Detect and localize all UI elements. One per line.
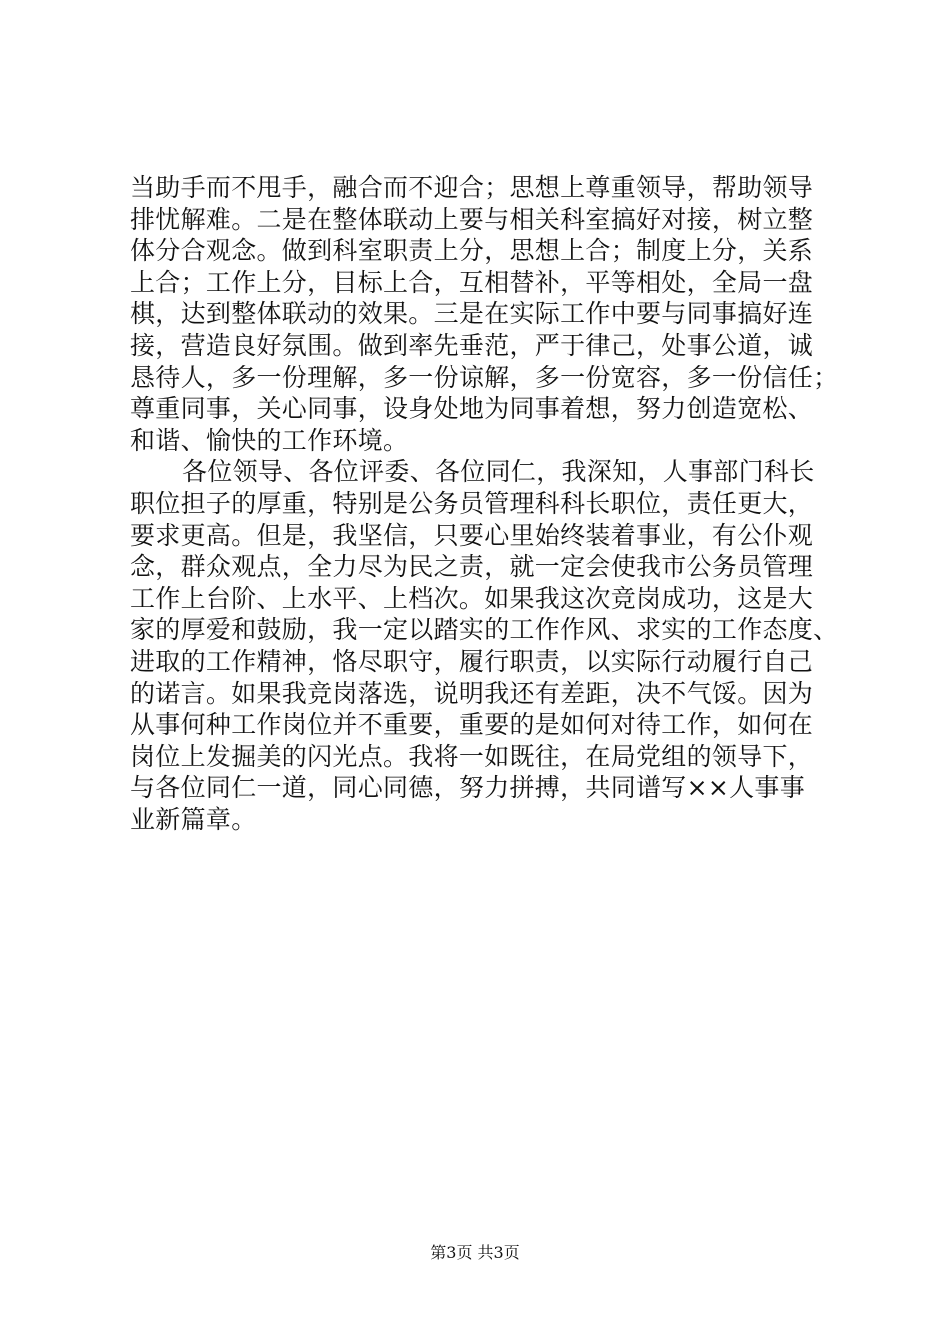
text-line: 接，营造良好氛围。做到率先垂范，严于律己，处事公道，诚 [130,330,814,360]
text-line: 棋，达到整体联动的效果。三是在实际工作中要与同事搞好连 [130,299,814,329]
text-line: 与各位同仁一道，同心同德，努力拼搏，共同谱写××人事事 [130,773,805,803]
text-line: 恳待人，多一份理解，多一份谅解，多一份宽容，多一份信任； [130,362,839,392]
paragraph-2 [130,456,839,835]
text-line: 从事何种工作岗位并不重要，重要的是如何对待工作，如何在 [130,710,814,740]
text-line: 进取的工作精神，恪尽职守，履行职责，以实际行动履行自己 [130,646,814,676]
text-line: 念，群众观点，全力尽为民之责，就一定会使我市公务员管理 [130,552,814,582]
page-number-label: 第3页 共3页 [430,1243,520,1262]
text-line: 尊重同事，关心同事，设身处地为同事着想，努力创造宽松、 [130,394,814,424]
text-line-first-indented: 各位领导、各位评委、各位同仁，我深知，人事部门科长 [182,457,815,487]
text-line: 当助手而不甩手，融合而不迎合；思想上尊重领导，帮助领导 [130,173,814,202]
text-line: 职位担子的厚重，特别是公务员管理科科长职位，责任更大， [130,488,814,518]
paragraph-1 [130,172,839,456]
document-body [130,172,839,835]
text-line: 家的厚爱和鼓励，我一定以踏实的工作作风、求实的工作态度、 [130,615,839,645]
page-footer [0,1243,950,1263]
text-line: 体分合观念。做到科室职责上分，思想上合；制度上分，关系 [130,236,814,266]
text-line: 业新篇章。 [130,804,257,834]
text-line: 的诺言。如果我竞岗落选，说明我还有差距，决不气馁。因为 [130,678,814,708]
text-line: 排忧解难。二是在整体联动上要与相关科室搞好对接，树立整 [130,204,814,234]
text-line: 工作上台阶、上水平、上档次。如果我这次竞岗成功，这是大 [130,583,814,613]
text-line: 要求更高。但是，我坚信，只要心里始终装着事业，有公仆观 [130,520,814,550]
text-line: 和谐、愉快的工作环境。 [130,425,409,455]
text-line: 岗位上发掘美的闪光点。我将一如既往，在局党组的领导下， [130,741,814,771]
text-line: 上合；工作上分，目标上合，互相替补，平等相处，全局一盘 [130,267,814,297]
